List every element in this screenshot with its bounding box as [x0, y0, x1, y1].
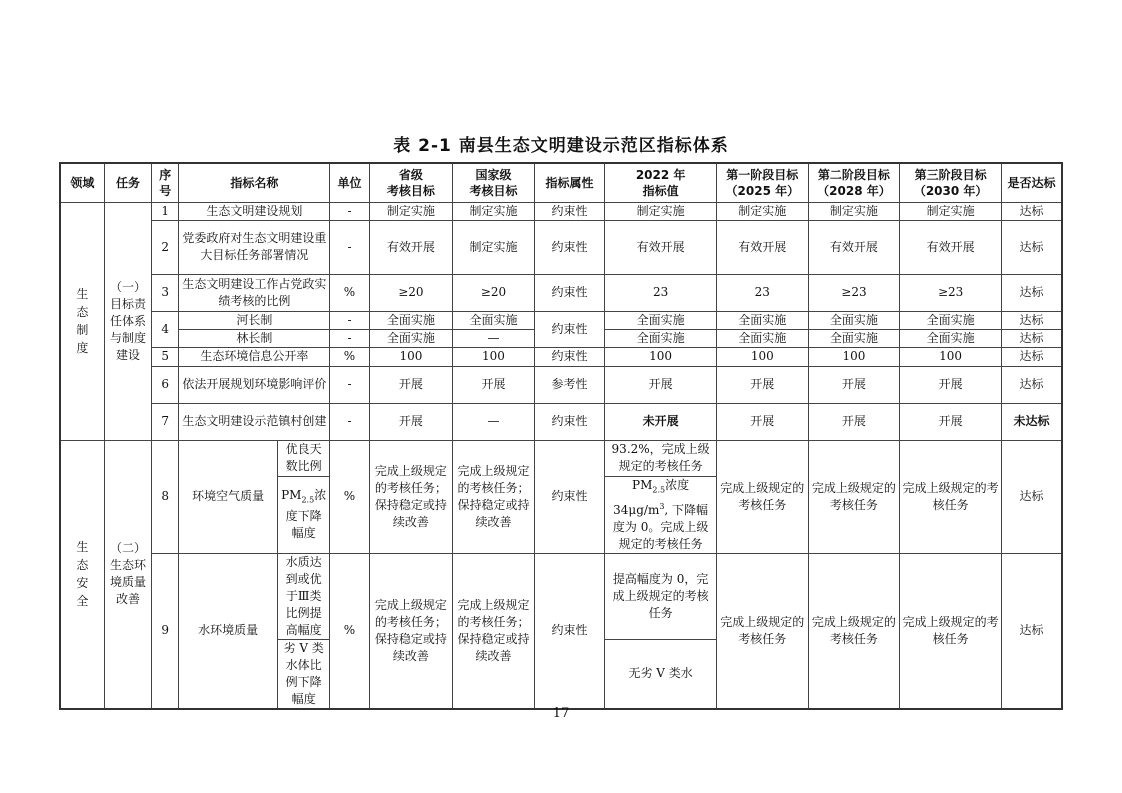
table-row: 2 党委政府对生态文明建设重大目标任务部署情况 - 有效开展 制定实施 约束性 有效开展 有效开展 有效开展 有效开展 达标	[60, 220, 1062, 274]
not-carried-out-value: 未开展	[605, 403, 717, 440]
domain-cell: 生态安全	[60, 440, 104, 709]
domain-cell: 生态制度	[60, 202, 104, 440]
header-stage3: 第三阶段目标 （2030 年）	[900, 163, 1002, 202]
pm25-subindicator: $PM_{2.5}$浓度下降幅度	[277, 476, 329, 553]
header-stage1: 第一阶段目标 （2025 年）	[717, 163, 809, 202]
header-domain: 领域	[60, 163, 104, 202]
task-cell: （二）生态环境质量改善	[104, 440, 151, 709]
not-met-badge: 未达标	[1001, 403, 1062, 440]
table-row: 生态安全 （二）生态环境质量改善 8 环境空气质量 优良天数比例 % 完成上级规定的考核任务；保持稳定或持续改善 完成上级规定的考核任务；保持稳定或持续改善 约束性 93.2%，完成上级规定的考核任务 完成上级规定的考核任务 完成上级规定的考核任务 完成上级规定的考核任务 达标	[60, 440, 1062, 476]
page-title: 表 2-1 南县生态文明建设示范区指标体系	[393, 136, 729, 156]
table-row: 7 生态文明建设示范镇村创建 - 开展 — 约束性 未开展 开展 开展 开展 未达标	[60, 403, 1062, 440]
pm25-value-cell: $PM_{2.5}$浓度 $34\mu g/m^3$, 下降幅度为 0。完成上级规定的考核任务	[605, 476, 717, 553]
header-province: 省级 考核目标	[369, 163, 453, 202]
table-row: 劣 V 类水体比例下降幅度 无劣 V 类水	[60, 639, 1062, 709]
table-row: 生态制度 （一）目标责任体系与制度建设 1 生态文明建设规划 - 制定实施 制定实施 约束性 制定实施 制定实施 制定实施 制定实施 达标	[60, 202, 1062, 220]
table-header-row	[60, 163, 1062, 202]
table-row: 9 水环境质量 水质达到或优于Ⅲ类比例提高幅度 % 完成上级规定的考核任务；保持稳定或持续改善 完成上级规定的考核任务；保持稳定或持续改善 约束性 提高幅度为 0，完成上级规定的考核任务 完成上级规定的考核任务 完成上级规定的考核任务 完成上级规定的考核任务 达标	[60, 553, 1062, 639]
header-national: 国家级 考核目标	[453, 163, 535, 202]
indicator-table	[59, 162, 1063, 710]
page-number: 17	[552, 706, 570, 721]
header-task: 任务	[104, 163, 151, 202]
header-attr: 指标属性	[534, 163, 604, 202]
table-row: 6 依法开展规划环境影响评价 - 开展 开展 参考性 开展 开展 开展 开展 达标	[60, 366, 1062, 403]
header-met: 是否达标	[1001, 163, 1062, 202]
table-row: 5 生态环境信息公开率 % 100 100 约束性 100 100 100 100 达标	[60, 347, 1062, 366]
header-seq: 序号	[152, 163, 179, 202]
table-row: 3 生态文明建设工作占党政实绩考核的比例 % ≥20 ≥20 约束性 23 23 ≥23 ≥23 达标	[60, 274, 1062, 311]
task-cell: （一）目标责任体系与制度建设	[104, 202, 151, 440]
header-unit: 单位	[330, 163, 369, 202]
table-row: 林长制 - 全面实施 — 全面实施 全面实施 全面实施 全面实施 达标	[60, 329, 1062, 347]
header-stage2: 第二阶段目标 （2028 年）	[808, 163, 900, 202]
table-row: 4 河长制 - 全面实施 全面实施 约束性 全面实施 全面实施 全面实施 全面实施 达标	[60, 311, 1062, 329]
header-name: 指标名称	[179, 163, 330, 202]
header-2022: 2022 年 指标值	[605, 163, 717, 202]
